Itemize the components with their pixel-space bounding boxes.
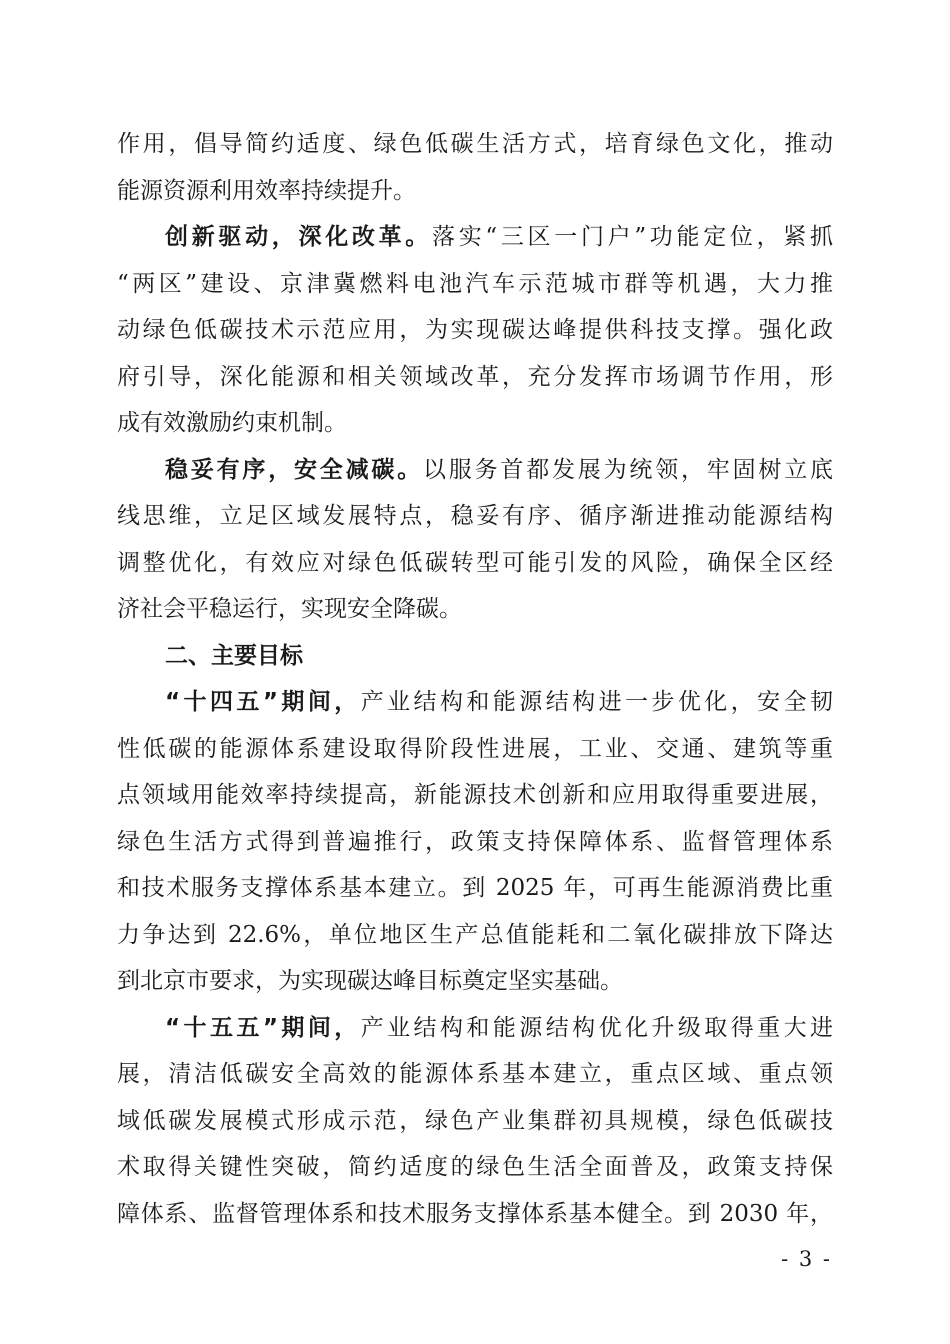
section-heading: 二、主要目标 [165,642,303,669]
text-line: 术取得关键性突破，简约适度的绿色生活全面普及，政策支持保 [117,1154,833,1180]
text-line: 和技术服务支撑体系基本建立。到 2025 年，可再生能源消费比重 [117,875,833,901]
text-line: 展，清洁低碳安全高效的能源体系基本建立，重点区域、重点领 [117,1061,833,1087]
text-line: 障体系、监督管理体系和技术服务支撑体系基本健全。到 2030 年， [117,1200,833,1227]
paragraph-lead: 创新驱动，深化改革。 [165,224,432,250]
document-body [117,121,833,1237]
text-line: 域低碳发展模式形成示范，绿色产业集群初具规模，绿色低碳技 [117,1107,833,1134]
text-line: 性低碳的能源体系建设取得阶段性进展，工业、交通、建筑等重 [117,735,833,762]
paragraph-lead: “十五五”期间， [165,1014,361,1041]
paragraph-green-culture [117,121,833,214]
text-line: 线思维，立足区域发展特点，稳妥有序、循序渐进推动能源结构 [117,503,833,529]
text-line: 到北京市要求，为实现碳达峰目标奠定坚实基础。 [117,968,623,994]
paragraph-innovation-reform [117,214,833,447]
text-line: 调整优化，有效应对绿色低碳转型可能引发的风险，确保全区经 [117,549,833,576]
text-line: 作用，倡导简约适度、绿色低碳生活方式，培育绿色文化，推动 [117,131,833,157]
text-line: 济社会平稳运行，实现安全降碳。 [117,596,462,622]
text-line: 动绿色低碳技术示范应用，为实现碳达峰提供科技支撑。强化政 [117,317,833,343]
text-line: 绿色生活方式得到普遍推行，政策支持保障体系、监督管理体系 [117,828,833,855]
text-line: 成有效激励约束机制。 [117,410,347,436]
paragraph-lead: 稳妥有序，安全减碳。 [165,456,423,483]
paragraph-lead: “十四五”期间， [165,689,361,715]
text-line: 产业结构和能源结构进一步优化，安全韧 [360,689,833,715]
text-line: “两区”建设、京津冀燃料电池汽车示范城市群等机遇，大力推 [117,270,833,297]
text-line: 点领域用能效率持续提高，新能源技术创新和应用取得重要进展， [117,782,833,808]
page-number: - 3 - [781,1247,832,1271]
text-line: 府引导，深化能源和相关领域改革，充分发挥市场调节作用，形 [117,363,833,390]
text-line: 以服务首都发展为统领，牢固树立底 [423,456,833,483]
paragraph-15th-five-year [117,1005,833,1238]
paragraph-safe-carbon-reduction [117,447,833,633]
text-line: 落实“三区一门户”功能定位，紧抓 [432,224,833,250]
text-line: 力争达到 22.6%，单位地区生产总值能耗和二氧化碳排放下降达 [117,921,833,948]
text-line: 产业结构和能源结构优化升级取得重大进 [360,1014,833,1041]
text-line: 能源资源利用效率持续提升。 [117,177,416,204]
paragraph-14th-five-year [117,679,833,1005]
